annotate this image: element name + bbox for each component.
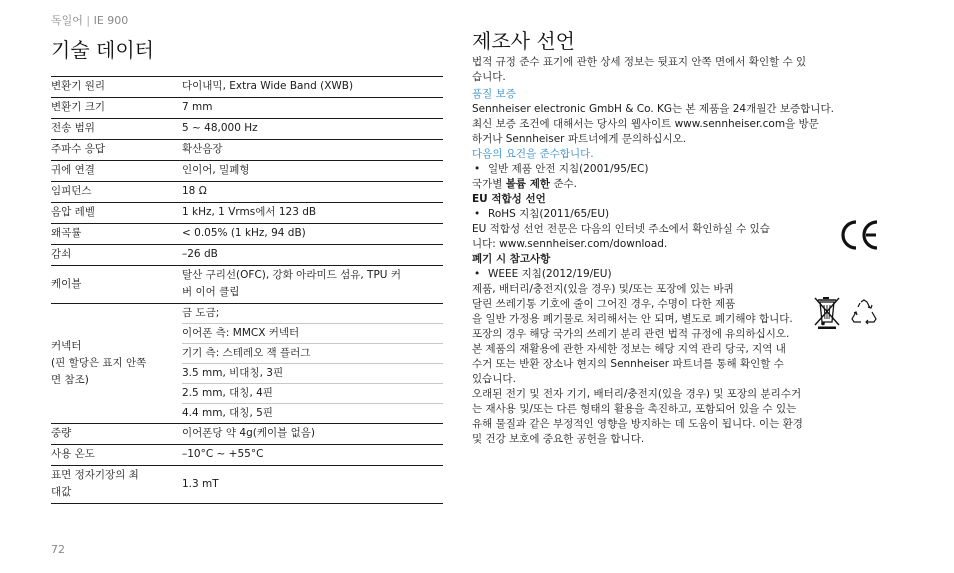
- table-row: [51, 119, 443, 140]
- spec-value: –26 dB: [182, 248, 218, 260]
- table-row: [51, 424, 443, 445]
- header-model: IE 900: [93, 14, 129, 27]
- disposal-heading: 폐기 시 참고사항: [472, 253, 551, 265]
- table-row: [51, 182, 443, 203]
- spec-label: 임피던스: [51, 185, 92, 197]
- spec-value-line: 4.4 mm, 대칭, 5핀: [182, 403, 443, 423]
- header-language: 독일어: [51, 14, 83, 27]
- technical-data-section: [51, 34, 443, 504]
- running-header: [51, 12, 128, 28]
- spec-label: 감쇠: [51, 248, 72, 260]
- table-row: [51, 140, 443, 161]
- spec-value-line: 2.5 mm, 대칭, 4핀: [182, 383, 443, 403]
- table-row: [51, 466, 443, 504]
- spec-value-line: 이어폰 측: MMCX 커넥터: [182, 323, 443, 343]
- recycle-icon: [850, 298, 878, 326]
- recycling-text: 본 제품의 재활용에 관한 자세한 정보는 해당 지역 관리 당국, 지역 내 수거 또는 반환 장소나 현지의 Sennheiser 파트너를 통해 확인할 수 있습니다.: [472, 343, 786, 385]
- spec-label: [51, 304, 182, 424]
- spec-value: 이어폰당 약 4g(케이블 없음): [182, 427, 315, 439]
- spec-value-line: 기기 측: 스테레오 잭 플러그: [182, 343, 443, 363]
- manufacturer-declaration-section: [472, 29, 878, 447]
- spec-label: 케이블: [51, 277, 82, 290]
- spec-value: [182, 304, 443, 424]
- spec-value: 1.3 mT: [182, 477, 219, 490]
- technical-data-title: 기술 데이터: [51, 38, 154, 62]
- page-number: 72: [51, 543, 65, 556]
- volume-limit-text: 국가별 볼륨 제한 준수.: [472, 178, 577, 190]
- table-row: [51, 266, 443, 304]
- spec-label: 왜곡률: [51, 227, 82, 239]
- list-item: • RoHS 지침(2011/65/EU): [474, 208, 610, 220]
- list-item: • 일반 제품 안전 지침(2001/95/EC): [474, 163, 649, 175]
- table-row: [51, 77, 443, 98]
- spec-value-line: 탈산 구리선(OFC), 강화 아라미드 섬유, TPU 커: [182, 269, 401, 281]
- spec-label-line: 표면 정자기장의 최: [51, 469, 139, 481]
- crossed-bin-icon: [812, 295, 842, 329]
- spec-label: 중량: [51, 427, 72, 439]
- spec-value-line: 금 도금;: [182, 307, 220, 319]
- spec-value: 7 mm: [182, 101, 213, 113]
- ce-mark-icon: [836, 218, 880, 252]
- declaration-title: 제조사 선언: [472, 29, 575, 53]
- spec-value-line: 3.5 mm, 비대칭, 3핀: [182, 363, 443, 383]
- spec-label: 변환기 원리: [51, 80, 106, 92]
- spec-label: 전송 범위: [51, 122, 95, 134]
- spec-value: 5 ~ 48,000 Hz: [182, 122, 258, 134]
- spec-value: 1 kHz, 1 Vrms에서 123 dB: [182, 206, 317, 218]
- spec-value: 다이내믹, Extra Wide Band (XWB): [182, 80, 354, 92]
- table-row: [51, 304, 443, 424]
- eu-text: EU 적합성 선언 전문은 다음의 인터넷 주소에서 확인하실 수 있습 니다: www.sennheiser.com/download.: [472, 223, 770, 250]
- spec-value: 확산음장: [182, 143, 223, 155]
- spec-label-line: 면 참조): [51, 373, 89, 386]
- spec-label: 귀에 연결: [51, 164, 95, 176]
- spec-value: [182, 266, 443, 304]
- spec-label: 음압 레벨: [51, 206, 95, 218]
- warranty-heading: 품질 보증: [472, 88, 516, 100]
- table-row: [51, 203, 443, 224]
- spec-label: [51, 466, 182, 504]
- spec-value-line: 버 이어 클립: [182, 286, 240, 298]
- compliance-heading: 다음의 요건을 준수합니다.: [472, 148, 594, 160]
- spec-value: –10°C ~ +55°C: [182, 448, 264, 460]
- warranty-text: Sennheiser electronic GmbH & Co. KG는 본 제품을 24개월간 보증합니다. 최신 보증 조건에 대해서는 당사의 웹사이트 www.sennheiser.com을 방문 하거나 Sennheiser 파트너에게 문의하십시오.: [472, 103, 834, 145]
- spec-value: 인이어, 밀폐형: [182, 164, 250, 176]
- spec-table: [51, 76, 443, 504]
- list-item: • WEEE 지침(2012/19/EU): [474, 268, 612, 280]
- spec-value: < 0.05% (1 kHz, 94 dB): [182, 227, 306, 239]
- header-separator: |: [86, 14, 91, 27]
- table-row: [51, 245, 443, 266]
- table-row: [51, 445, 443, 466]
- spec-label-line: (핀 할당은 표지 안쪽: [51, 356, 147, 369]
- spec-label: 변환기 크기: [51, 101, 106, 113]
- intro-text: 법적 규정 준수 표기에 관한 상세 정보는 뒷표지 안쪽 면에서 확인할 수 있 습니다.: [472, 56, 807, 83]
- spec-label-line: 대값: [51, 486, 72, 498]
- environment-text: 오래된 전기 및 전자 기기, 배터리/충전지(있을 경우) 및 포장의 분리수거 는 재사용 및/또는 다른 형태의 활용을 촉진하고, 포함되어 있을 수 있는 유해 물질과 같은 부정적인 영향을 방지하는 데 도움이 됩니다. 이는 환경 및 건강 보호에 중요한 공헌을 합니다.: [472, 388, 803, 445]
- spec-value: 18 Ω: [182, 185, 207, 197]
- eu-heading: EU 적합성 선언: [472, 193, 546, 205]
- table-row: [51, 161, 443, 182]
- table-row: [51, 224, 443, 245]
- spec-label-line: 커넥터: [51, 339, 82, 352]
- disposal-text: 제품, 배터리/충전지(있을 경우) 및/또는 포장에 있는 바퀴 달린 쓰레기통 기호에 줄이 그어진 경우, 수명이 다한 제품 을 일반 가정용 폐기물로 처리해서는 안 되며, 별도로 폐기해야 합니다. 포장의 경우 해당 국가의 쓰레기 분리 관련 법적 규정에 유의하십시오.: [472, 283, 793, 340]
- spec-label: 주파수 응답: [51, 143, 106, 155]
- spec-label: 사용 온도: [51, 448, 95, 460]
- table-row: [51, 98, 443, 119]
